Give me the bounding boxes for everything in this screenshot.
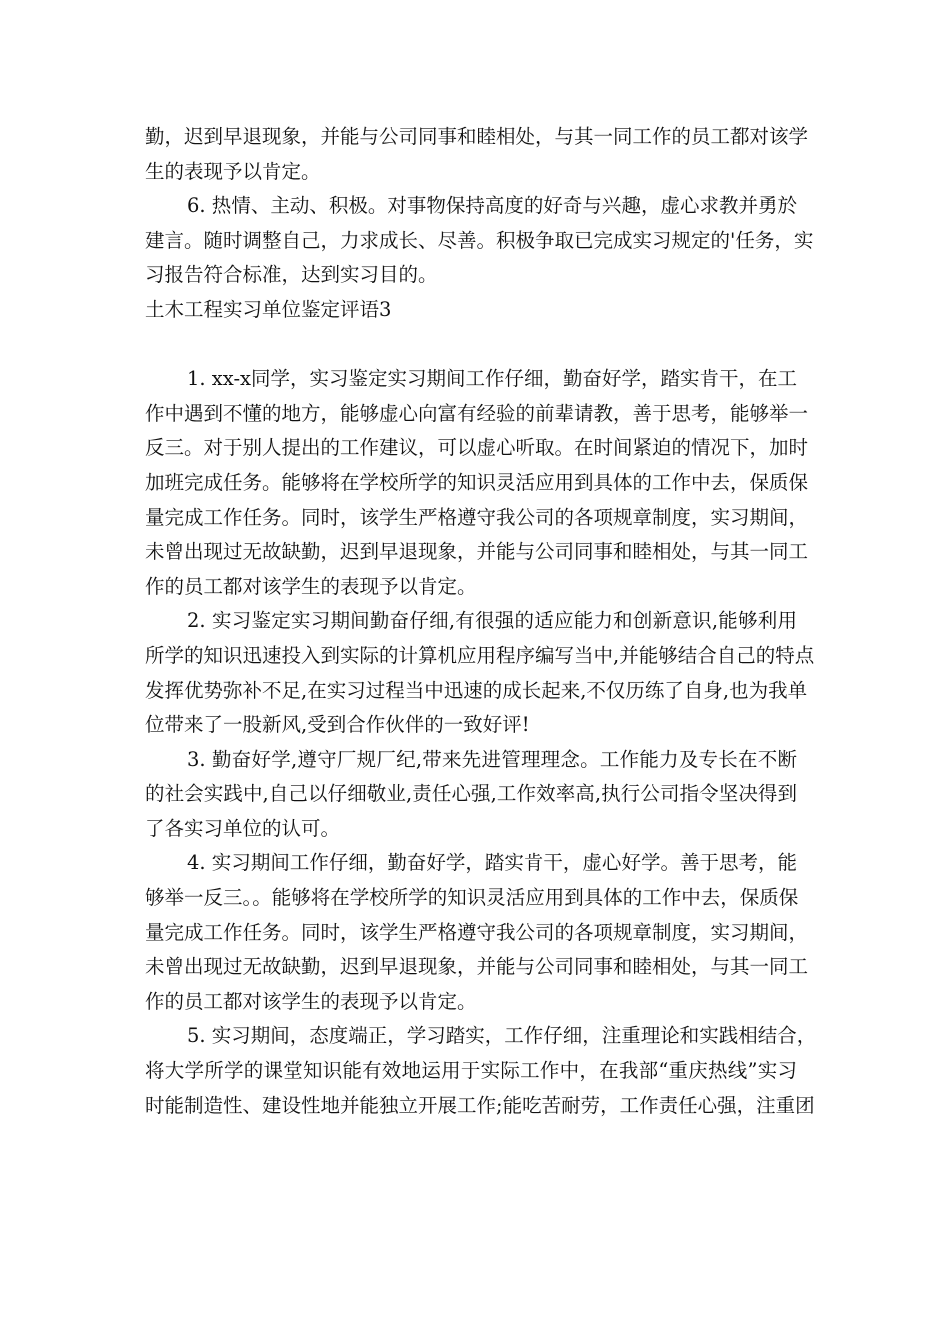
text-line: 反三。对于别人提出的工作建议，可以虚心听取。在时间紧迫的情况下，加时 — [145, 436, 809, 460]
paragraph — [145, 604, 815, 742]
text-line: 习报告符合标准，达到实习目的。 — [145, 263, 438, 287]
text-line: 6. 热情、主动、积极。对事物保持高度的好奇与兴趣，虚心求教并勇於 — [187, 194, 797, 218]
blank-line — [145, 328, 797, 363]
text-line: 够举一反三。。能够将在学校所学的知识灵活应用到具体的工作中去，保质保 — [145, 886, 799, 910]
text-line: 建言。随时调整自己，力求成长、尽善。积极争取已完成实习规定的'任务，实 — [145, 228, 814, 252]
paragraph — [145, 120, 809, 189]
text-line: 1. xx-x同学，实习鉴定实习期间工作仔细，勤奋好学，踏实肯干，在工 — [187, 367, 798, 391]
text-line: 4. 实习期间工作仔细，勤奋好学，踏实肯干，虚心好学。善于思考，能 — [187, 851, 797, 875]
document-body — [145, 120, 817, 1123]
paragraph — [145, 846, 809, 1019]
paragraph — [145, 362, 809, 604]
text-line: 生的表现予以肯定。 — [145, 159, 321, 183]
text-line: 作的员工都对该学生的表现予以肯定。 — [145, 989, 477, 1013]
text-line: 土木工程实习单位鉴定评语3 — [145, 297, 392, 321]
text-line: 所学的知识迅速投入到实际的计算机应用程序编写当中,并能够结合自己的特点 — [145, 643, 815, 667]
text-line: 未曾出现过无故缺勤，迟到早退现象，并能与公司同事和睦相处，与其一同工 — [145, 955, 809, 979]
paragraph — [145, 743, 797, 847]
text-line: 作的员工都对该学生的表现予以肯定。 — [145, 574, 477, 598]
text-line: 发挥优势弥补不足,在实习过程当中迅速的成长起来,不仅历练了自身,也为我单 — [145, 678, 808, 702]
text-line: 时能制造性、建设性地并能独立开展工作;能吃苦耐劳，工作责任心强，注重团 — [145, 1093, 815, 1117]
text-line: 作中遇到不懂的地方，能够虚心向富有经验的前辈请教，善于思考，能够举一 — [145, 401, 809, 425]
text-line: 2. 实习鉴定实习期间勤奋仔细,有很强的适应能力和创新意识,能够利用 — [187, 609, 797, 633]
text-line: 勤，迟到早退现象，并能与公司同事和睦相处，与其一同工作的员工都对该学 — [145, 125, 809, 148]
text-line: 量完成工作任务。同时，该学生严格遵守我公司的各项规章制度，实习期间， — [145, 505, 809, 529]
section-heading — [145, 293, 797, 328]
paragraph — [145, 189, 814, 293]
text-line: 3. 勤奋好学,遵守厂规厂纪,带来先进管理理念。工作能力及专长在不断 — [187, 747, 797, 771]
text-line: 将大学所学的课堂知识能有效地运用于实际工作中，在我部“重庆热线”实习 — [145, 1059, 797, 1083]
text-line: 位带来了一股新风,受到合作伙伴的一致好评! — [145, 713, 530, 737]
text-line: 加班完成任务。能够将在学校所学的知识灵活应用到具体的工作中去，保质保 — [145, 470, 809, 494]
text-line: 5. 实习期间，态度端正，学习踏实，工作仔细，注重理论和实践相结合， — [187, 1024, 817, 1048]
text-line: 的社会实践中,自己以仔细敬业,责任心强,工作效率高,执行公司指令坚决得到 — [145, 782, 797, 806]
paragraph — [145, 1019, 817, 1123]
text-line: 了各实习单位的认可。 — [145, 816, 341, 840]
text-line: 量完成工作任务。同时，该学生严格遵守我公司的各项规章制度，实习期间， — [145, 920, 809, 944]
text-line: 未曾出现过无故缺勤，迟到早退现象，并能与公司同事和睦相处，与其一同工 — [145, 540, 809, 564]
